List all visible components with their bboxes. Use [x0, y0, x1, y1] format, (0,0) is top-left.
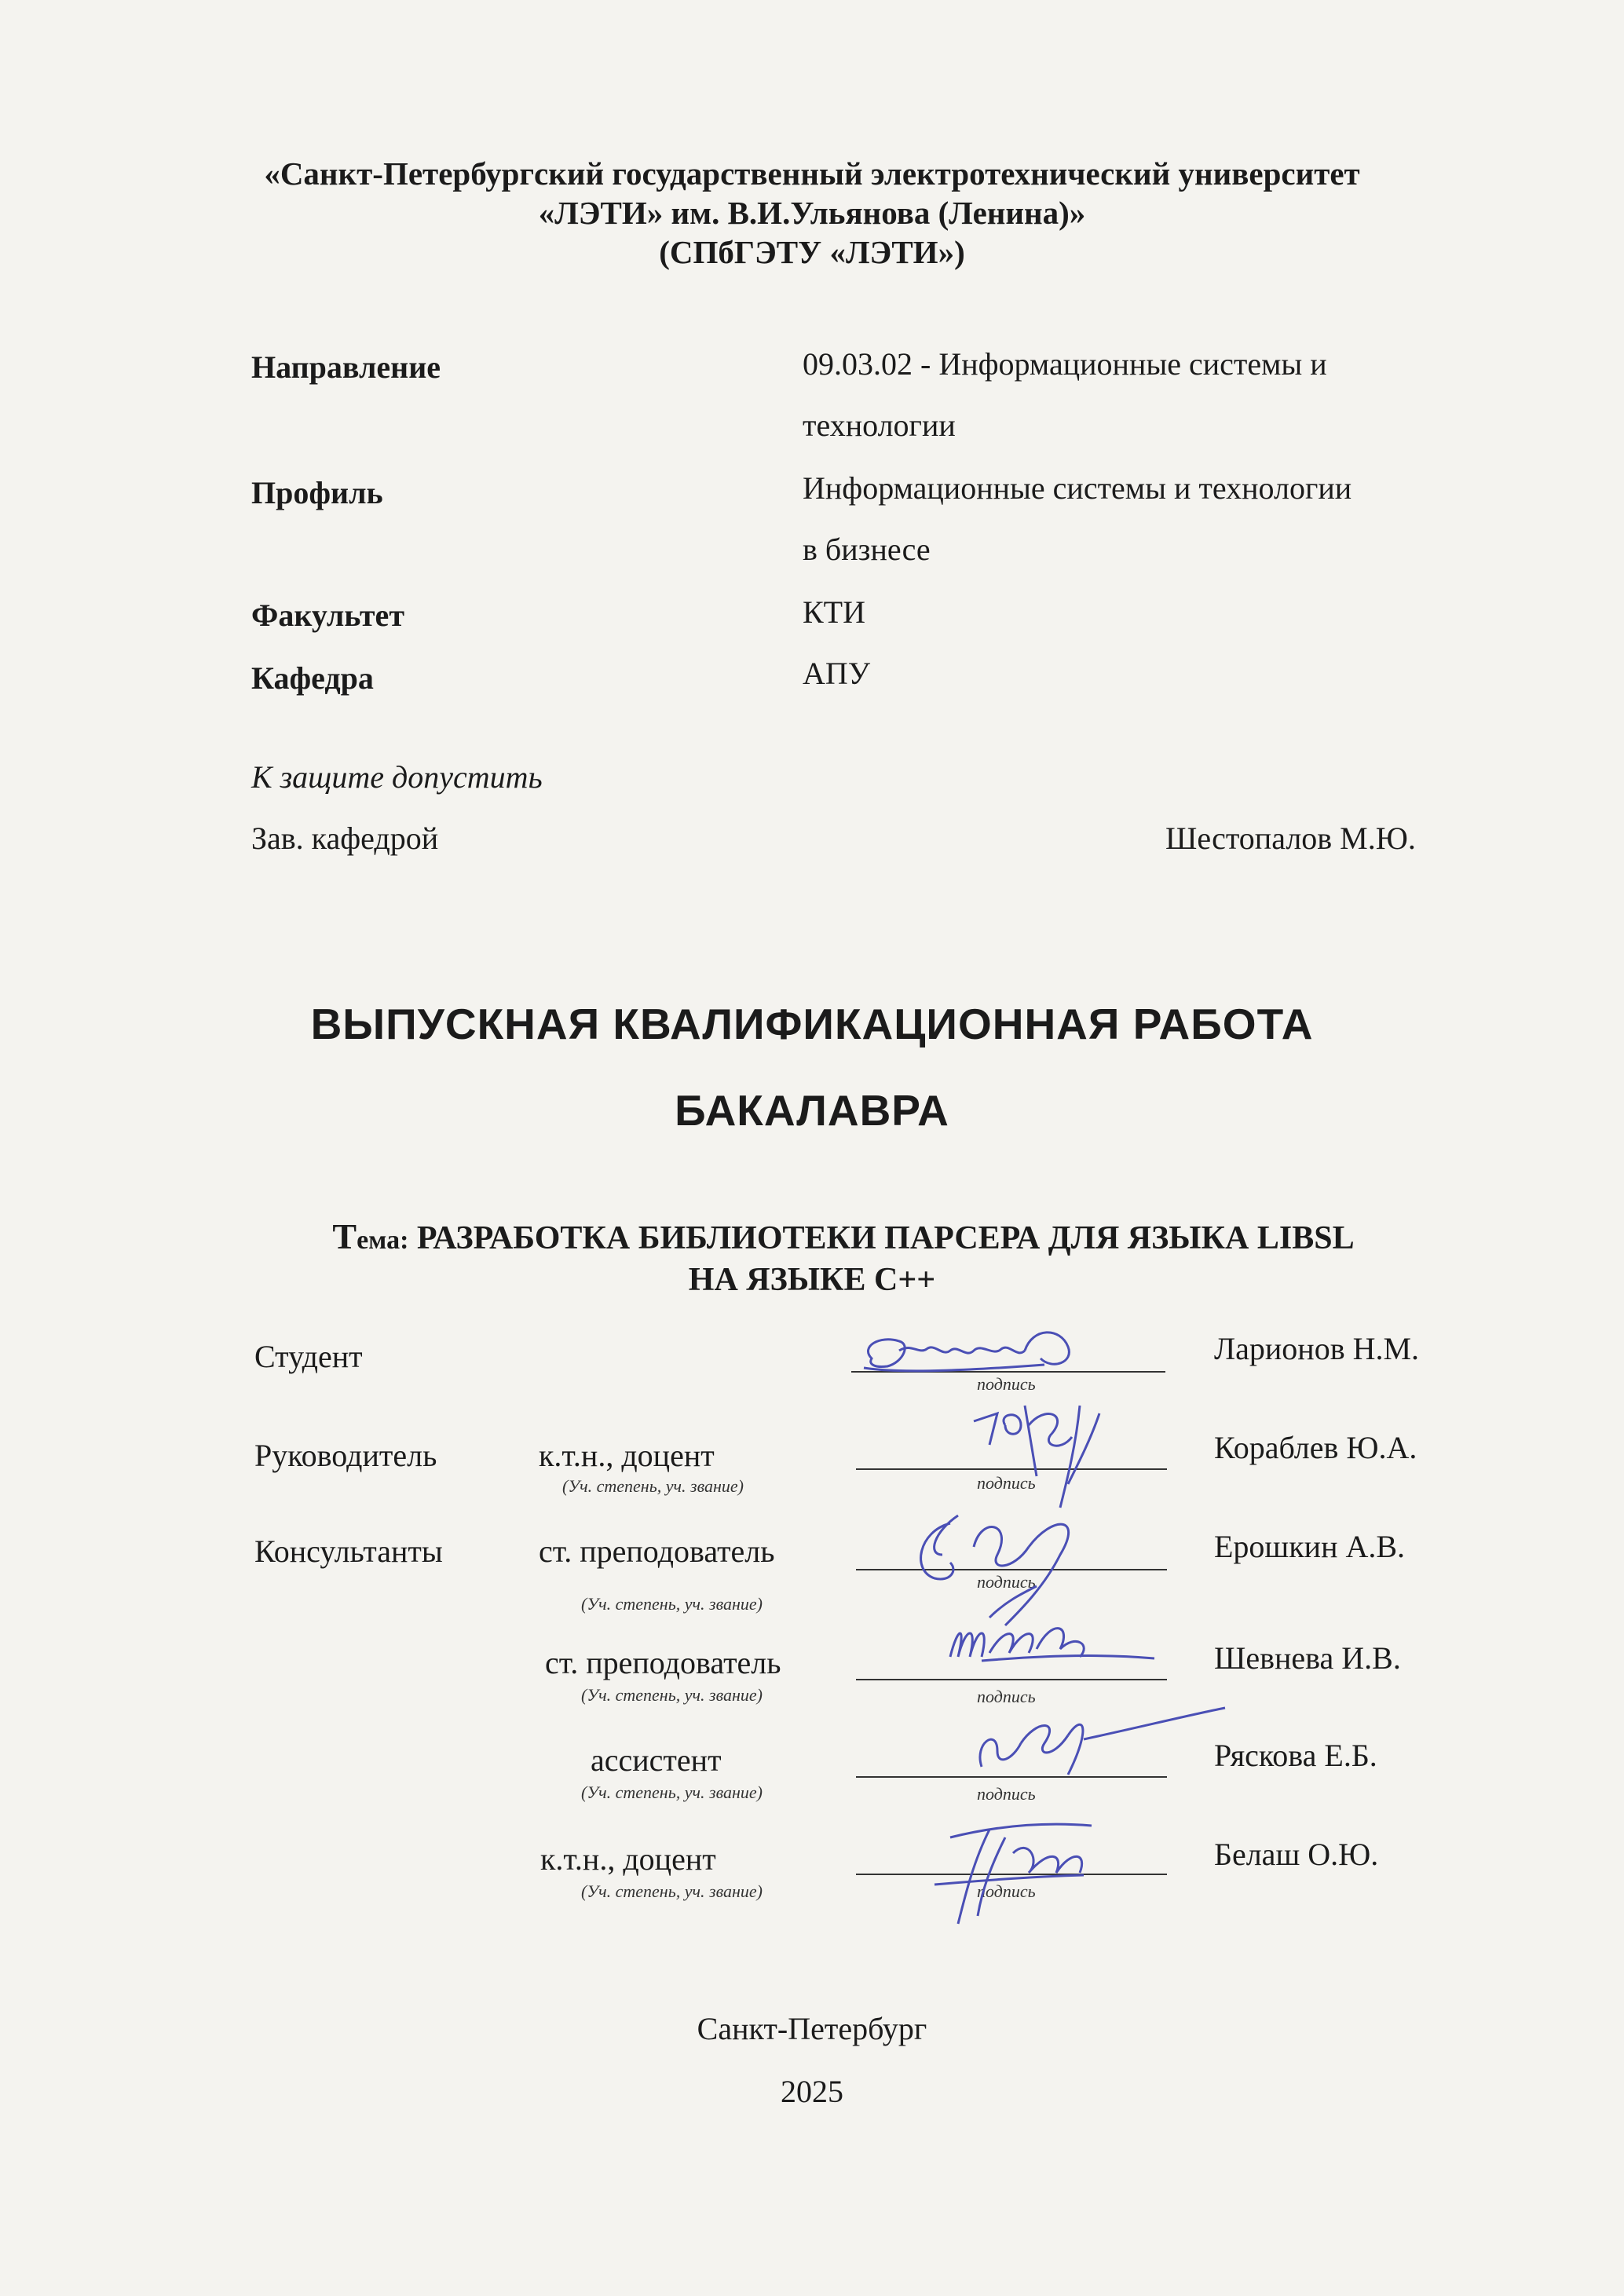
department-label: Кафедра: [251, 660, 374, 696]
profile-value-line-1: Информационные системы и технологии: [803, 470, 1352, 506]
student-label: Студент: [254, 1339, 363, 1374]
consultant-4-degree: к.т.н., доцент: [540, 1841, 716, 1877]
supervisor-degree: к.т.н., доцент: [539, 1438, 715, 1473]
university-name-line-2: «ЛЭТИ» им. В.И.Ульянова (Ленина)»: [538, 195, 1086, 231]
work-title-line-2: БАКАЛАВРА: [675, 1086, 949, 1135]
department-value: АПУ: [803, 656, 871, 691]
faculty-value: КТИ: [803, 594, 865, 630]
consultant-3-handwritten-signature: [950, 1696, 1233, 1786]
supervisor-label: Руководитель: [254, 1438, 437, 1473]
student-handwritten-signature: [856, 1319, 1107, 1386]
theme-line-2: НА ЯЗЫКЕ С++: [688, 1262, 936, 1298]
direction-label: Направление: [251, 349, 441, 385]
consultant-3-degree: ассистент: [591, 1742, 722, 1778]
consultant-4-degree-hint: (Уч. степень, уч. звание): [581, 1881, 763, 1901]
consultant-1-sign-hint: подпись: [977, 1572, 1036, 1592]
theme-line-1: [0, 1216, 1624, 1257]
consultants-label: Консультанты: [254, 1534, 443, 1569]
supervisor-name: Кораблев Ю.А.: [1214, 1430, 1417, 1465]
consultant-1-degree: ст. преподователь: [539, 1534, 775, 1569]
consultant-4-sign-hint: подпись: [977, 1881, 1036, 1901]
direction-value-line-1: 09.03.02 - Информационные системы и: [803, 346, 1327, 382]
student-sign-hint: подпись: [977, 1374, 1036, 1394]
consultant-3-degree-hint: (Уч. степень, уч. звание): [581, 1782, 763, 1802]
profile-value-line-2: в бизнесе: [803, 532, 931, 567]
consultant-3-name: Ряскова Е.Б.: [1214, 1738, 1377, 1773]
theme-text: РАЗРАБОТКА БИБЛИОТЕКИ ПАРСЕРА ДЛЯ ЯЗЫКА LIBSL: [416, 1220, 1355, 1256]
university-abbreviation: (СПбГЭТУ «ЛЭТИ»): [659, 234, 965, 270]
city: Санкт-Петербург: [697, 2011, 927, 2046]
supervisor-sign-hint: подпись: [977, 1473, 1036, 1493]
consultant-2-handwritten-signature: [935, 1610, 1162, 1684]
consultant-2-name: Шевнева И.В.: [1214, 1640, 1401, 1676]
consultant-2-degree: ст. преподователь: [545, 1645, 781, 1680]
profile-label: Профиль: [251, 475, 383, 510]
university-header: [0, 154, 1624, 272]
consultant-2-degree-hint: (Уч. степень, уч. звание): [581, 1685, 763, 1705]
consultant-4-handwritten-signature: [903, 1806, 1107, 1936]
consultant-1-name: Ерошкин А.В.: [1214, 1529, 1406, 1564]
theme-prefix-rest: ема:: [357, 1226, 409, 1255]
admission-note: К защите допустить: [251, 759, 543, 795]
university-name-line-1: «Санкт-Петербургский государственный электротехнический университет: [264, 155, 1360, 192]
head-of-department-label: Зав. кафедрой: [251, 821, 439, 856]
theme-prefix-initial: Т: [332, 1216, 357, 1256]
direction-value-line-2: технологии: [803, 408, 956, 443]
supervisor-degree-hint: (Уч. степень, уч. звание): [562, 1476, 744, 1496]
work-title-line-1: ВЫПУСКНАЯ КВАЛИФИКАЦИОННАЯ РАБОТА: [310, 1000, 1314, 1048]
consultant-3-sign-hint: подпись: [977, 1784, 1036, 1804]
head-of-department-name: Шестопалов М.Ю.: [1165, 821, 1416, 856]
consultant-2-sign-hint: подпись: [977, 1687, 1036, 1706]
student-name: Ларионов Н.М.: [1214, 1331, 1420, 1366]
faculty-label: Факультет: [251, 598, 404, 633]
consultant-1-degree-hint: (Уч. степень, уч. звание): [581, 1594, 763, 1614]
consultant-4-name: Белаш О.Ю.: [1214, 1837, 1379, 1872]
year: 2025: [781, 2074, 843, 2109]
